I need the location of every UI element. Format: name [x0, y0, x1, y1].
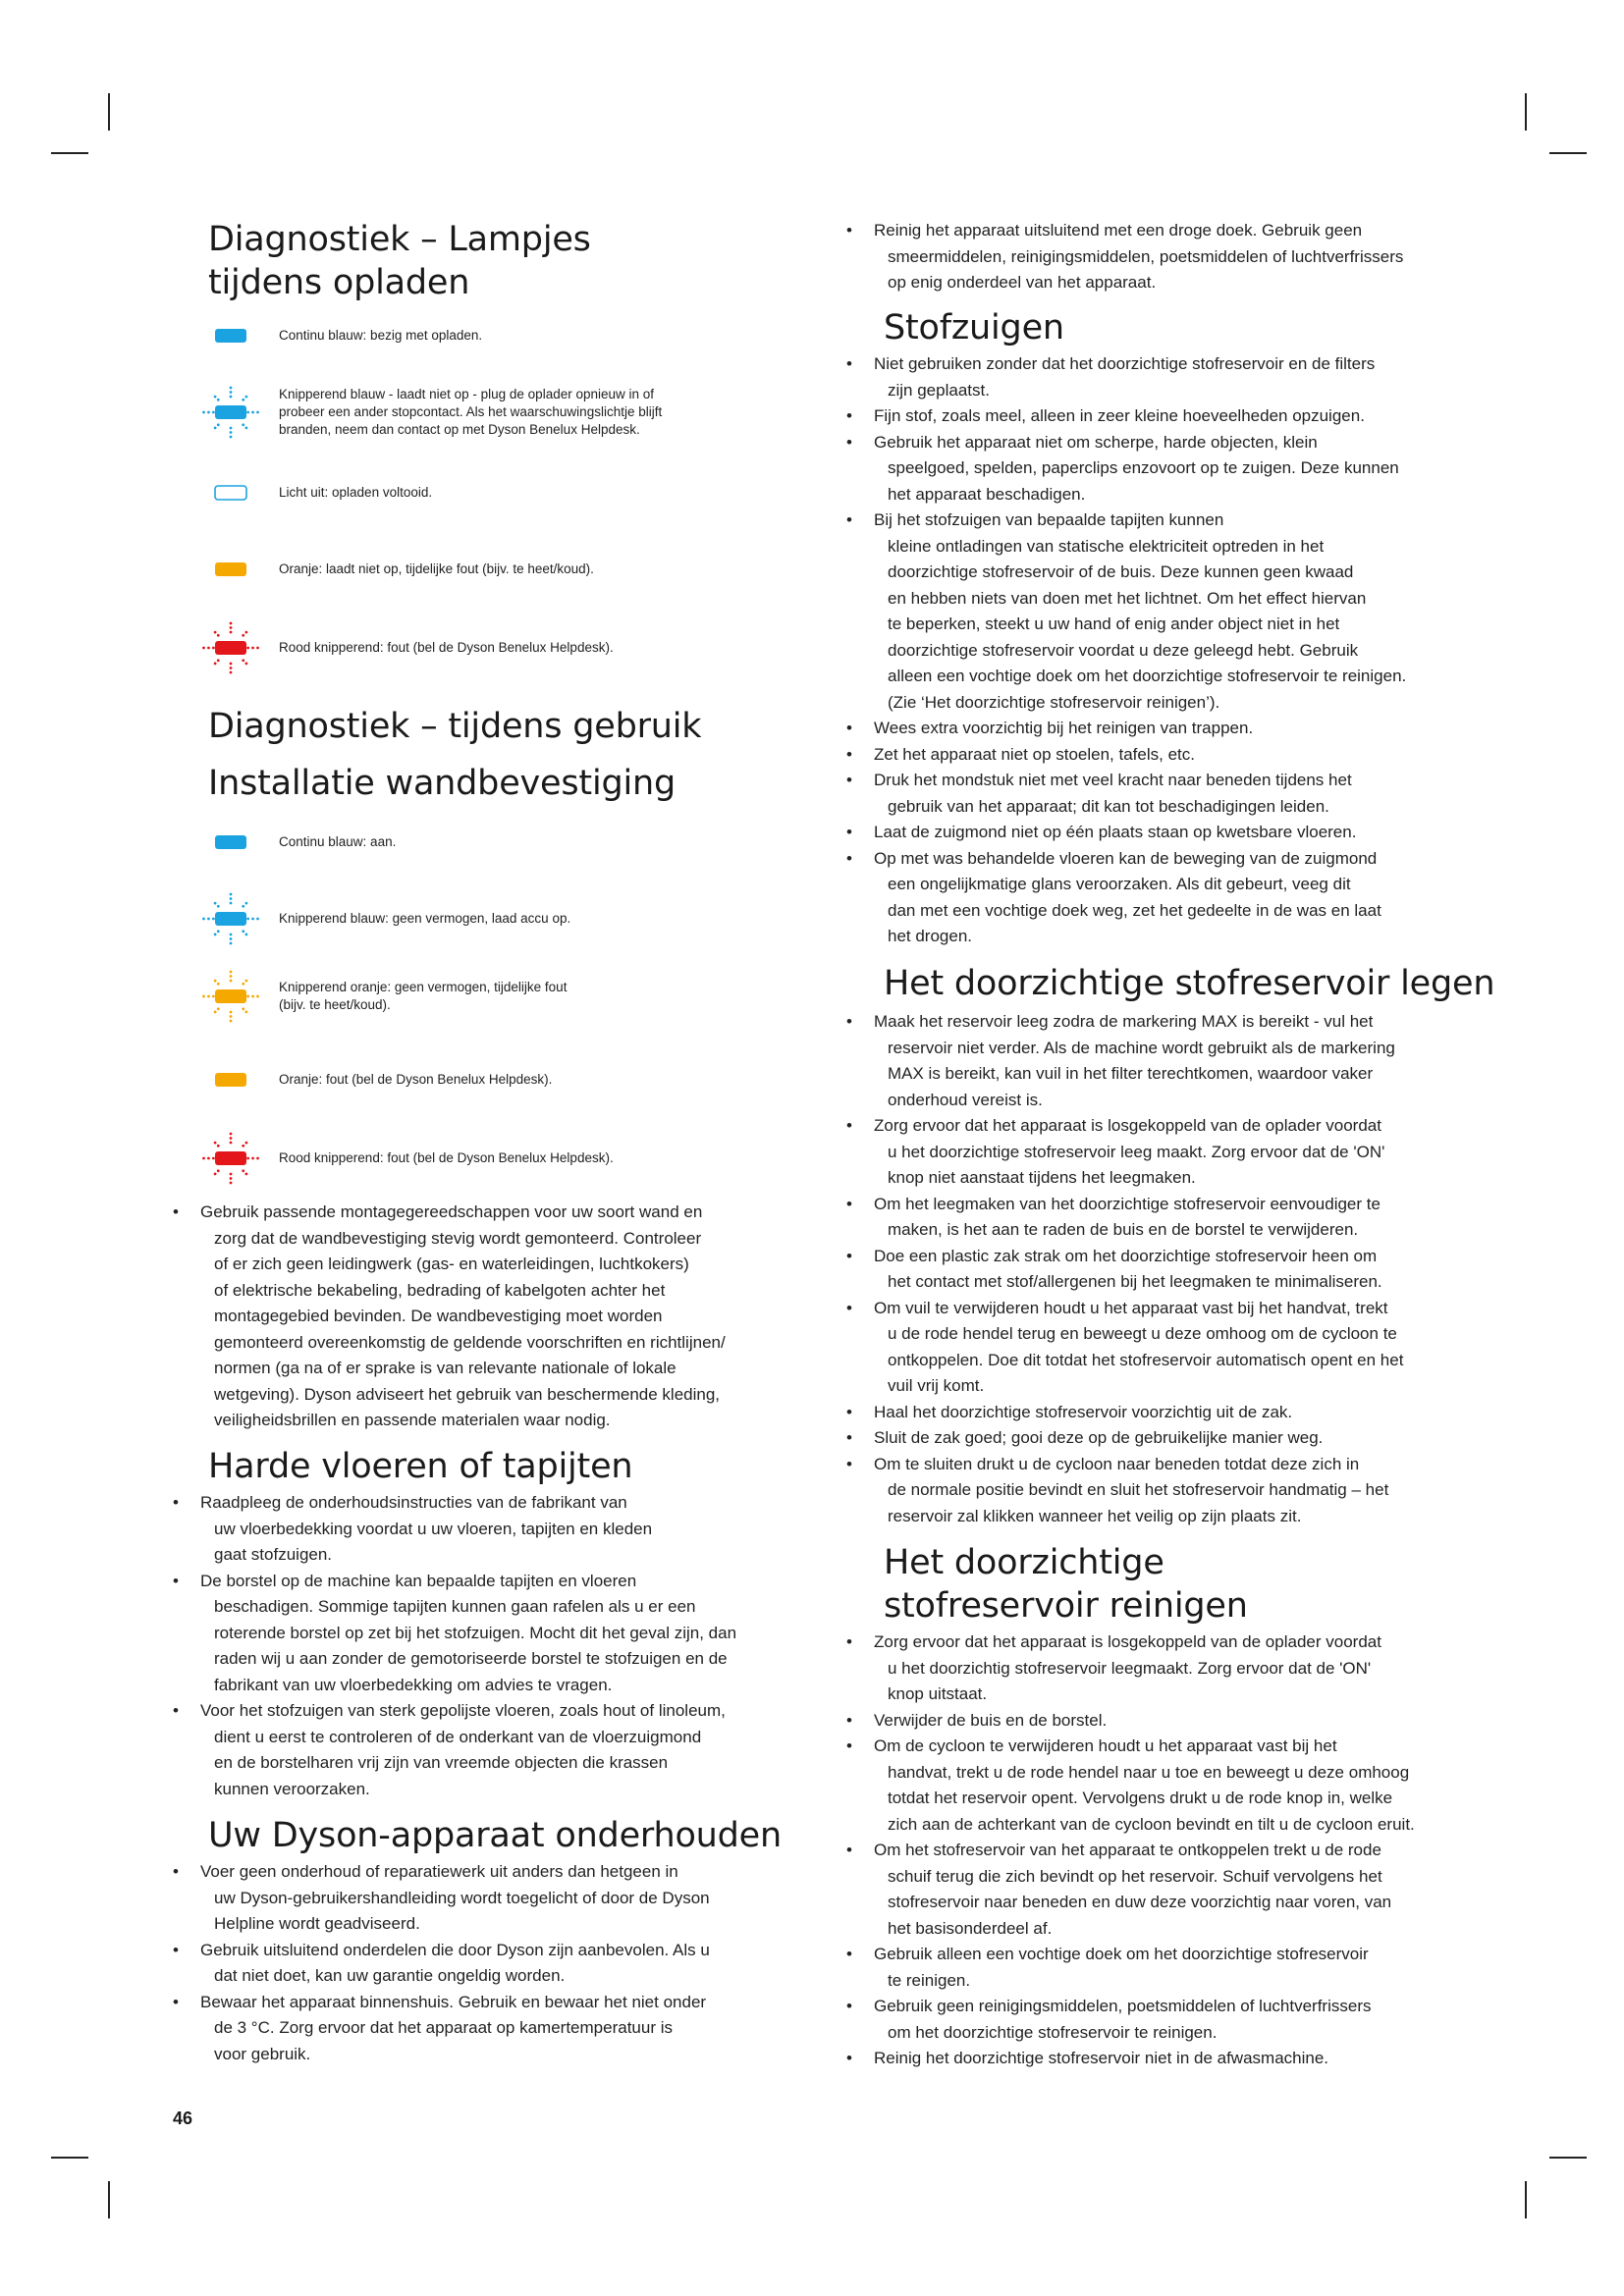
bullet-line: • Zorg ervoor dat het apparaat is losgekoppeld van de oplader voordat	[874, 1632, 1381, 1651]
intro-section	[846, 218, 1475, 296]
section-title-charging-diagnostics	[208, 218, 591, 304]
title-line: Diagnostiek – Lampjes	[208, 220, 591, 259]
bullet-line: het apparaat beschadigen.	[888, 484, 1086, 504]
bullet-line: raden wij u aan zonder de gemotoriseerde borstel te stofzuigen en de	[214, 1649, 728, 1668]
bullet-line: • Reinig het apparaat uitsluitend met een droge doek. Gebruik geen	[874, 221, 1363, 240]
bullet-line: uw Dyson-gebruikershandleiding wordt toegelicht of door de Dyson	[214, 1888, 710, 1907]
bullet-line: stofreservoir naar beneden en duw deze voorzichtig naar voren, van	[888, 1893, 1392, 1911]
empty-bin-bullets	[846, 1009, 1475, 1529]
bullet-line: dat niet doet, kan uw garantie ongeldig worden.	[214, 1966, 566, 1985]
bullet-line: • Om het stofreservoir van het apparaat te ontkoppelen trekt u de rode	[874, 1841, 1381, 1859]
indicator-description	[279, 979, 750, 1014]
bullet-line: of elektrische bekabeling, bedrading of kabelgoten achter het	[214, 1280, 666, 1300]
indicator-row	[196, 306, 864, 346]
bullet-line: • Haal het doorzichtige stofreservoir voorzichtig uit de zak.	[874, 1402, 1293, 1421]
indicator-row	[196, 1050, 864, 1090]
bullet-item	[173, 1859, 801, 1938]
bullet-line: kunnen veroorzaken.	[214, 1779, 370, 1798]
bullet-line: • Om te sluiten drukt u de cycloon naar beneden totdat deze zich in	[874, 1454, 1360, 1473]
bullet-item	[846, 2046, 1475, 2072]
crop-mark	[108, 93, 110, 131]
bullet-item	[846, 1009, 1475, 1113]
maintenance-section	[173, 1859, 801, 2067]
bullet-line: knop uitstaat.	[888, 1684, 988, 1703]
bullet-line: • Niet gebruiken zonder dat het doorzichtige stofreservoir en de filters	[874, 354, 1376, 373]
bullet-line: • Sluit de zak goed; gooi deze op de gebruikelijke manier weg.	[874, 1428, 1324, 1447]
bullet-item	[846, 1708, 1475, 1735]
maintenance-bullets	[173, 1859, 801, 2067]
bullet-line: • Doe een plastic zak strak om het doorzichtige stofreservoir heen om	[874, 1246, 1378, 1265]
wall-mount-section	[173, 1200, 801, 1434]
bullet-line: u het doorzichtig stofreservoir leegmaakt. Zorg ervoor dat de 'ON'	[888, 1658, 1372, 1678]
bullet-line: • Laat de zuigmond niet op één plaats staan op kwetsbare vloeren.	[874, 823, 1357, 841]
bullet-item	[846, 1244, 1475, 1296]
bullet-line: • Voer geen onderhoud of reparatiewerk uit anders dan hetgeen in	[200, 1862, 678, 1881]
bullet-line: • Reinig het doorzichtige stofreservoir niet in de afwasmachine.	[874, 2049, 1329, 2067]
indicator-description: Oranje: fout (bel de Dyson Benelux Helpdesk).	[279, 1072, 553, 1087]
bullet-item	[846, 1629, 1475, 1708]
bullet-line: • Om de cycloon te verwijderen houdt u het apparaat vast bij het	[874, 1736, 1337, 1755]
section-title-maintenance: Uw Dyson-apparaat onderhouden	[208, 1816, 782, 1855]
bullet-line: smeermiddelen, reinigingsmiddelen, poetsmiddelen of luchtverfrissers	[888, 246, 1404, 266]
clean-bin-section	[846, 1629, 1475, 2072]
bullet-item	[846, 1942, 1475, 1994]
floors-section	[173, 1490, 801, 1802]
bullet-line: • De borstel op de machine kan bepaalde tapijten en vloeren	[200, 1571, 637, 1590]
bullet-line: • Fijn stof, zoals meel, alleen in zeer kleine hoeveelheden opzuigen.	[874, 406, 1365, 425]
crop-mark	[1525, 2181, 1527, 2218]
bullet-line: het basisonderdeel af.	[888, 1918, 1053, 1938]
bullet-line: voor gebruik.	[214, 2044, 311, 2063]
bullet-line: • Wees extra voorzichtig bij het reinigen van trappen.	[874, 719, 1254, 737]
bullet-line: fabrikant van uw vloerbedekking om advies te vragen.	[214, 1675, 613, 1694]
bullet-item	[846, 846, 1475, 950]
bullet-line: knop niet aanstaat tijdens het leegmaken.	[888, 1168, 1196, 1187]
bullet-line: • Gebruik geen reinigingsmiddelen, poetsmiddelen of luchtverfrissers	[874, 1997, 1372, 2015]
indicator-description: Rood knipperend: fout (bel de Dyson Benelux Helpdesk).	[279, 1150, 614, 1165]
bullet-line: • Raadpleeg de onderhoudsinstructies van de fabrikant van	[200, 1493, 627, 1512]
bullet-line: u het doorzichtige stofreservoir leeg maakt. Zorg ervoor dat de 'ON'	[888, 1142, 1385, 1161]
indicator-description: Rood knipperend: fout (bel de Dyson Benelux Helpdesk).	[279, 640, 614, 655]
bullet-line: de 3 °C. Zorg ervoor dat het apparaat op kamertemperatuur is	[214, 2018, 673, 2037]
crop-mark	[108, 2181, 110, 2218]
indicator-text-line: Knipperend blauw - laadt niet op - plug de oplader opnieuw in of	[279, 387, 655, 401]
bullet-line: dient u eerst te controleren of de onderkant van de vloerzuigmond	[214, 1727, 702, 1746]
clean-bin-bullets	[846, 1629, 1475, 2072]
bullet-item	[173, 1990, 801, 2068]
bullet-line: of er zich geen leidingwerk (gas- en waterleidingen, luchtkokers)	[214, 1255, 689, 1273]
bullet-item	[846, 1113, 1475, 1192]
bullet-line: • Druk het mondstuk niet met veel kracht naar beneden tijdens het	[874, 771, 1352, 789]
bullet-line: om het doorzichtige stofreservoir te reinigen.	[888, 2022, 1218, 2042]
bullet-item	[173, 1569, 801, 1699]
title-line: stofreservoir reinigen	[884, 1586, 1248, 1626]
bullet-item	[846, 1734, 1475, 1838]
bullet-item	[846, 430, 1475, 508]
bullet-line: • Op met was behandelde vloeren kan de beweging van de zuigmond	[874, 848, 1378, 868]
bullet-line: gebruik van het apparaat; dit kan tot beschadigingen leiden.	[888, 796, 1329, 816]
bullet-line: • Maak het reservoir leeg zodra de markering MAX is bereikt - vul het	[874, 1012, 1374, 1031]
bullet-line: • Zet het apparaat niet op stoelen, tafels, etc.	[874, 744, 1195, 764]
bullet-line: schuif terug die zich bevindt op het reservoir. Schuif vervolgens het	[888, 1866, 1382, 1886]
bullet-item	[846, 820, 1475, 846]
indicator-text-line: branden, neem dan contact op met Dyson Benelux Helpdesk.	[279, 422, 640, 437]
bullet-line: totdat het reservoir opent. Vervolgens drukt u de rode knop in, welke	[888, 1789, 1393, 1807]
bullet-line: doorzichtige stofreservoir voordat u deze geleegd hebt. Gebruik	[888, 640, 1359, 660]
bullet-line: • Voor het stofzuigen van sterk gepolijste vloeren, zoals hout of linoleum,	[200, 1701, 726, 1720]
bullet-item	[846, 403, 1475, 430]
bullet-line: • Gebruik uitsluitend onderdelen die door Dyson zijn aanbevolen. Als u	[200, 1940, 710, 1959]
indicator-description: Licht uit: opladen voltooid.	[279, 485, 433, 500]
bullet-item	[846, 507, 1475, 716]
section-title-usage-diagnostics: Diagnostiek – tijdens gebruik	[208, 707, 702, 746]
indicator-description	[279, 386, 750, 439]
bullet-line: alleen een vochtige doek om het doorzichtige stofreservoir te reinigen.	[888, 667, 1407, 685]
crop-mark	[1525, 93, 1527, 131]
bullet-item	[846, 1400, 1475, 1426]
bullet-line: op enig onderdeel van het apparaat.	[888, 273, 1157, 292]
bullet-line: MAX is bereikt, kan vuil in het filter terechtkomen, waardoor vaker	[888, 1064, 1374, 1083]
bullet-line: gaat stofzuigen.	[214, 1545, 333, 1564]
indicator-description: Knipperend blauw: geen vermogen, laad accu op.	[279, 911, 571, 926]
bullet-line: maken, is het aan te raden de buis en de borstel te verwijderen.	[888, 1220, 1359, 1239]
bullet-line: handvat, trekt u de rode hendel naar u toe en beweegt u deze omhoog	[888, 1762, 1410, 1782]
bullet-item	[846, 716, 1475, 742]
crop-mark	[51, 2157, 88, 2159]
bullet-line: • Gebruik passende montagegereedschappen voor uw soort wand en	[200, 1202, 703, 1221]
bullet-line: ontkoppelen. Doe dit totdat het stofreservoir automatisch opent en het	[888, 1350, 1404, 1369]
bullet-item	[846, 1425, 1475, 1452]
bullet-item	[173, 1938, 801, 1990]
bullet-line: te reinigen.	[888, 1970, 971, 1990]
bullet-line: en hebben niets van doen met het lichtnet. Om het effect hiervan	[888, 588, 1367, 608]
indicator-description: Oranje: laadt niet op, tijdelijke fout (bijv. te heet/koud).	[279, 561, 594, 576]
floors-bullets	[173, 1490, 801, 1802]
bullet-line: beschadigen. Sommige tapijten kunnen gaan rafelen als u er een	[214, 1597, 696, 1616]
bullet-item	[173, 1200, 801, 1434]
bullet-item	[846, 1452, 1475, 1530]
bullet-line: • Om het leegmaken van het doorzichtige stofreservoir eenvoudiger te	[874, 1194, 1380, 1213]
bullet-line: • Gebruik alleen een vochtige doek om het doorzichtige stofreservoir	[874, 1945, 1369, 1963]
bullet-item	[846, 1192, 1475, 1244]
empty-bin-section	[846, 1009, 1475, 1529]
indicator-row	[196, 967, 864, 1012]
section-title-vacuum: Stofzuigen	[884, 308, 1064, 347]
bullet-line: een ongelijkmatige glans veroorzaken. Als dit gebeurt, veeg dit	[888, 875, 1351, 893]
bullet-item	[846, 351, 1475, 403]
indicator-row	[196, 1129, 864, 1168]
bullet-line: uw vloerbedekking voordat u uw vloeren, tapijten en kleden	[214, 1519, 653, 1538]
bullet-line: en de borstelharen vrij zijn van vreemde objecten die krassen	[214, 1753, 669, 1772]
crop-mark	[51, 152, 88, 154]
bullet-line: vuil vrij komt.	[888, 1376, 985, 1395]
bullet-line: • Gebruik het apparaat niet om scherpe, harde objecten, klein	[874, 432, 1318, 452]
bullet-line: reservoir zal klikken wanneer het veilig op zijn plaats zit.	[888, 1506, 1302, 1525]
title-line: Het doorzichtige	[884, 1543, 1164, 1582]
bullet-line: doorzichtige stofreservoir of de buis. Deze kunnen geen kwaad	[888, 562, 1354, 581]
vacuum-bullets	[846, 351, 1475, 950]
indicator-row	[196, 813, 864, 852]
indicator-text-line: (bijv. te heet/koud).	[279, 997, 391, 1012]
wall-mount-bullets	[173, 1200, 801, 1434]
indicator-row	[196, 618, 864, 658]
bullet-line: zich aan de achterkant van de cycloon bevindt en tilt u de cycloon eruit.	[888, 1814, 1415, 1834]
indicator-row	[196, 463, 864, 503]
bullet-line: • Bij het stofzuigen van bepaalde tapijten kunnen	[874, 510, 1224, 529]
title-line: tijdens opladen	[208, 263, 470, 302]
bullet-line: te beperken, steekt u uw hand of enig ander object niet in het	[888, 614, 1340, 633]
bullet-line: roterende borstel op zet bij het stofzuigen. Mocht dit het geval zijn, dan	[214, 1623, 737, 1642]
page-number: 46	[173, 2109, 193, 2128]
bullet-item	[846, 742, 1475, 769]
bullet-line: dan met een vochtige doek weg, zet het gedeelte in de was en laat	[888, 900, 1381, 920]
indicator-row	[196, 889, 864, 929]
bullet-line: • Verwijder de buis en de borstel.	[874, 1710, 1108, 1730]
bullet-line: kleine ontladingen van statische elektriciteit optreden in het	[888, 536, 1325, 556]
bullet-line: Helpline wordt geadviseerd.	[214, 1914, 420, 1933]
bullet-line: onderhoud vereist is.	[888, 1090, 1043, 1109]
bullet-line: zorg dat de wandbevestiging stevig wordt gemonteerd. Controleer	[214, 1228, 702, 1248]
bullet-line: het contact met stof/allergenen bij het leegmaken te minimaliseren.	[888, 1272, 1382, 1291]
bullet-line: zijn geplaatst.	[888, 380, 990, 400]
bullet-line: • Zorg ervoor dat het apparaat is losgekoppeld van de oplader voordat	[874, 1116, 1381, 1135]
bullet-item	[846, 1296, 1475, 1400]
bullet-line: (Zie ‘Het doorzichtige stofreservoir reinigen’).	[888, 692, 1220, 712]
bullet-line: • Bewaar het apparaat binnenshuis. Gebruik en bewaar het niet onder	[200, 1992, 707, 2011]
bullet-line: reservoir niet verder. Als de machine wordt gebruikt als de markering	[888, 1038, 1395, 1057]
section-title-clean-bin	[884, 1541, 1248, 1628]
indicator-text-line: Knipperend oranje: geen vermogen, tijdelijke fout	[279, 980, 568, 994]
bullet-item	[173, 1698, 801, 1802]
bullet-item	[173, 1490, 801, 1569]
bullet-line: het drogen.	[888, 927, 973, 945]
indicator-row	[196, 383, 864, 437]
indicator-description: Continu blauw: aan.	[279, 834, 397, 849]
section-title-wall-mount: Installatie wandbevestiging	[208, 764, 677, 803]
intro-bullets	[846, 218, 1475, 296]
bullet-line: veiligheidsbrillen en passende materialen waar nodig.	[214, 1411, 611, 1429]
indicator-description: Continu blauw: bezig met opladen.	[279, 328, 483, 343]
indicator-text-line: probeer een ander stopcontact. Als het waarschuwingslichtje blijft	[279, 404, 663, 419]
bullet-item	[846, 768, 1475, 820]
bullet-line: • Om vuil te verwijderen houdt u het apparaat vast bij het handvat, trekt	[874, 1298, 1388, 1317]
indicator-row	[196, 540, 864, 579]
bullet-line: de normale positie bevindt en sluit het stofreservoir handmatig – het	[888, 1480, 1389, 1499]
bullet-item	[846, 1994, 1475, 2046]
section-title-floors: Harde vloeren of tapijten	[208, 1447, 633, 1486]
bullet-line: u de rode hendel terug en beweegt u deze omhoog om de cycloon te	[888, 1324, 1397, 1343]
vacuum-section	[846, 351, 1475, 950]
bullet-line: wetgeving). Dyson adviseert het gebruik van beschermende kleding,	[214, 1384, 721, 1404]
bullet-item	[846, 218, 1475, 296]
crop-mark	[1549, 152, 1587, 154]
crop-mark	[1549, 2157, 1587, 2159]
bullet-line: speelgoed, spelden, paperclips enzovoort op te zuigen. Deze kunnen	[888, 458, 1399, 477]
bullet-line: gemonteerd overeenkomstig de geldende voorschriften en richtlijnen/	[214, 1332, 726, 1352]
bullet-item	[846, 1838, 1475, 1942]
section-title-empty-bin: Het doorzichtige stofreservoir legen	[884, 964, 1495, 1003]
bullet-line: normen (ga na of er sprake is van relevante nationale of lokale	[214, 1359, 677, 1377]
bullet-line: montagegebied bevinden. De wandbevestiging moet worden	[214, 1307, 663, 1325]
